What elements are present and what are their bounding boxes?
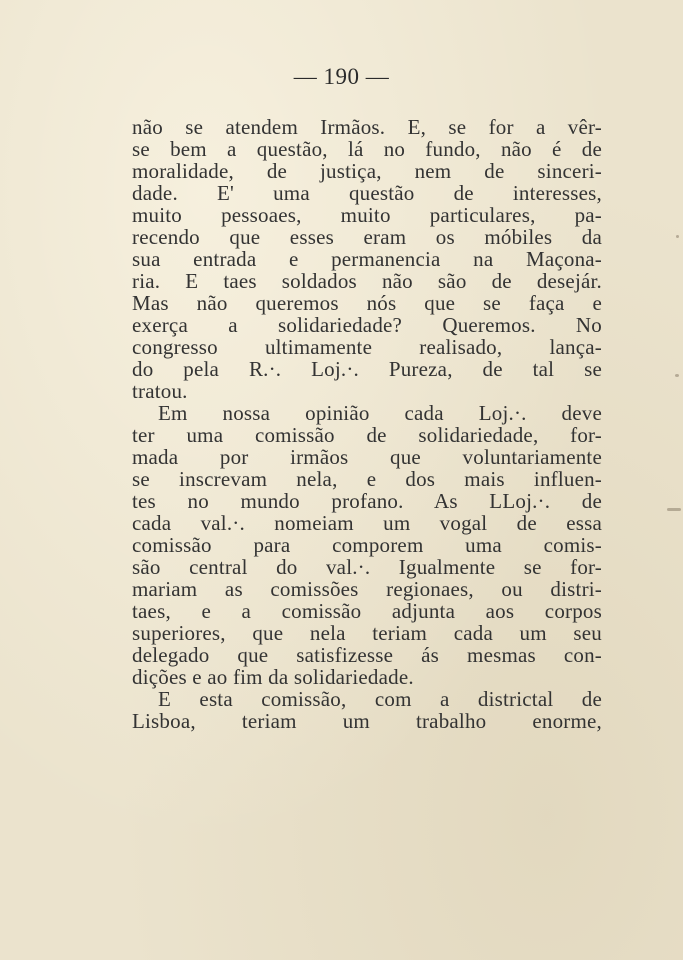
text-line: Em nossa opinião cada Loj.·. deve xyxy=(158,401,602,425)
text-line: ria. E taes soldados não são de desejár. xyxy=(132,269,602,293)
paper-speck xyxy=(676,235,679,238)
text-line: se bem a questão, lá no fundo, não é de xyxy=(132,137,602,161)
text-line: moralidade, de justiça, nem de sinceri- xyxy=(132,159,602,183)
text-line: exerça a solidariedade? Queremos. No xyxy=(132,313,602,337)
text-line: Lisboa, teriam um trabalho enorme, xyxy=(132,709,602,733)
page-number: — 190 — xyxy=(293,64,390,89)
text-line: do pela R.·. Loj.·. Pureza, de tal se xyxy=(132,357,602,381)
text-line: taes, e a comissão adjunta aos corpos xyxy=(132,599,602,623)
text-line: dições e ao fim da solidariedade. xyxy=(132,665,414,689)
text-line: E esta comissão, com a districtal de xyxy=(158,687,602,711)
text-line: Mas não queremos nós que se faça e xyxy=(132,291,602,315)
text-line: delegado que satisfizesse ás mesmas con- xyxy=(132,643,602,667)
text-line: mada por irmãos que voluntariamente xyxy=(132,445,602,469)
text-line: são central do val.·. Igualmente se for- xyxy=(132,555,602,579)
paper-speck xyxy=(675,374,679,377)
text-line: não se atendem Irmãos. E, se for a vêr- xyxy=(132,115,602,139)
text-line: se inscrevam nela, e dos mais influen- xyxy=(132,467,602,491)
paper-speck xyxy=(667,508,681,511)
text-line: comissão para comporem uma comis- xyxy=(132,533,602,557)
text-line: sua entrada e permanencia na Maçona- xyxy=(132,247,602,271)
text-line: tratou. xyxy=(132,379,188,403)
text-line: mariam as comissões regionaes, ou distri- xyxy=(132,577,602,601)
text-line: recendo que esses eram os móbiles da xyxy=(132,225,602,249)
text-line: muito pessoaes, muito particulares, pa- xyxy=(132,203,602,227)
text-line: dade. E' uma questão de interesses, xyxy=(132,181,602,205)
text-line: cada val.·. nomeiam um vogal de essa xyxy=(132,511,602,535)
text-line: superiores, que nela teriam cada um seu xyxy=(132,621,602,645)
text-line: ter uma comissão de solidariedade, for- xyxy=(132,423,602,447)
text-line: tes no mundo profano. As LLoj.·. de xyxy=(132,489,602,513)
text-line: congresso ultimamente realisado, lança- xyxy=(132,335,602,359)
body-text xyxy=(132,116,602,732)
